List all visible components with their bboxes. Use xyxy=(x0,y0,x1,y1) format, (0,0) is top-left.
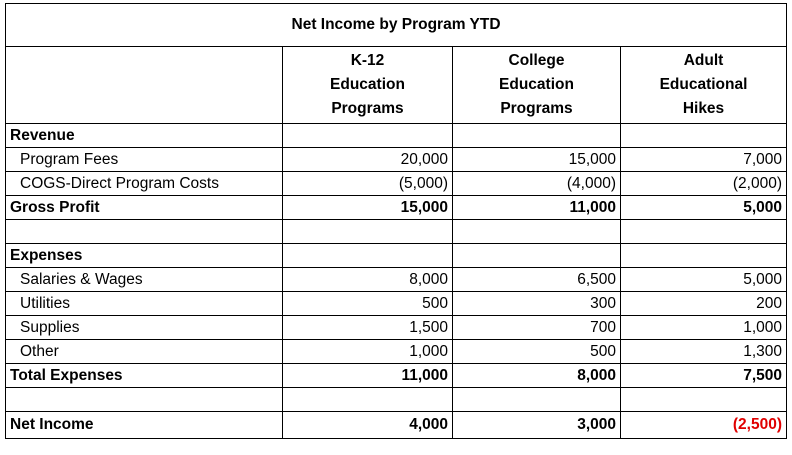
table-cell[interactable] xyxy=(6,220,283,244)
column-header-line: Programs xyxy=(500,100,573,117)
table-cell[interactable]: 20,000 xyxy=(283,148,453,172)
expenses-heading-row xyxy=(6,244,787,268)
table-cell[interactable] xyxy=(283,220,453,244)
table-cell[interactable]: 300 xyxy=(453,292,621,316)
row-label-gross-profit[interactable]: Gross Profit xyxy=(6,196,283,220)
table-cell[interactable] xyxy=(621,388,787,412)
net-income-negative-cell[interactable]: (2,500) xyxy=(621,412,787,439)
net-income-row xyxy=(6,412,787,439)
table-cell[interactable]: 4,000 xyxy=(283,412,453,439)
section-heading-revenue[interactable]: Revenue xyxy=(6,124,283,148)
table-cell[interactable]: 8,000 xyxy=(283,268,453,292)
gross-profit-row xyxy=(6,196,787,220)
table-cell[interactable] xyxy=(283,388,453,412)
table-cell[interactable]: 3,000 xyxy=(453,412,621,439)
table-cell[interactable]: 1,300 xyxy=(621,340,787,364)
table-cell[interactable] xyxy=(621,124,787,148)
column-header-line: Hikes xyxy=(682,100,725,117)
table-cell[interactable] xyxy=(283,124,453,148)
table-title-row xyxy=(6,4,787,47)
table-cell[interactable] xyxy=(621,244,787,268)
row-label[interactable]: Salaries & Wages xyxy=(6,268,283,292)
table-cell[interactable]: (2,000) xyxy=(621,172,787,196)
table-row xyxy=(6,172,787,196)
column-header-line: Education xyxy=(330,76,405,93)
row-label[interactable]: Other xyxy=(6,340,283,364)
column-header-line: Adult xyxy=(683,52,724,69)
column-header-line: Education xyxy=(499,76,574,93)
table-cell[interactable]: 200 xyxy=(621,292,787,316)
table-title[interactable]: Net Income by Program YTD xyxy=(6,4,787,47)
table-row xyxy=(6,292,787,316)
table-cell[interactable]: 1,000 xyxy=(621,316,787,340)
column-header-college[interactable] xyxy=(453,47,621,124)
net-income-table xyxy=(5,3,787,439)
section-heading-expenses[interactable]: Expenses xyxy=(6,244,283,268)
table-cell[interactable]: 5,000 xyxy=(621,268,787,292)
row-label[interactable]: COGS-Direct Program Costs xyxy=(6,172,283,196)
row-label-net-income[interactable]: Net Income xyxy=(6,412,283,439)
table-cell[interactable]: 8,000 xyxy=(453,364,621,388)
table-cell[interactable]: (4,000) xyxy=(453,172,621,196)
column-header-row xyxy=(6,47,787,124)
table-cell[interactable]: 1,500 xyxy=(283,316,453,340)
row-label-total-expenses[interactable]: Total Expenses xyxy=(6,364,283,388)
table-row xyxy=(6,268,787,292)
row-label[interactable]: Utilities xyxy=(6,292,283,316)
column-header-line: Programs xyxy=(331,100,404,117)
column-header-k12[interactable] xyxy=(283,47,453,124)
table-cell[interactable] xyxy=(453,124,621,148)
table-cell[interactable]: 11,000 xyxy=(283,364,453,388)
table-row xyxy=(6,316,787,340)
table-cell[interactable]: 11,000 xyxy=(453,196,621,220)
blank-row xyxy=(6,388,787,412)
blank-row xyxy=(6,220,787,244)
column-header-line: College xyxy=(508,52,565,69)
table-row xyxy=(6,148,787,172)
column-header-blank[interactable] xyxy=(6,47,283,124)
table-cell[interactable]: 15,000 xyxy=(453,148,621,172)
table-cell[interactable]: 7,000 xyxy=(621,148,787,172)
column-header-line: Educational xyxy=(659,76,748,93)
table-cell[interactable]: 500 xyxy=(453,340,621,364)
row-label[interactable]: Supplies xyxy=(6,316,283,340)
table-cell[interactable] xyxy=(453,220,621,244)
table-cell[interactable] xyxy=(453,388,621,412)
column-header-line: K-12 xyxy=(350,52,385,69)
table-cell[interactable]: 6,500 xyxy=(453,268,621,292)
table-cell[interactable] xyxy=(621,220,787,244)
total-expenses-row xyxy=(6,364,787,388)
table-cell[interactable]: (5,000) xyxy=(283,172,453,196)
table-cell[interactable]: 500 xyxy=(283,292,453,316)
table-cell[interactable]: 5,000 xyxy=(621,196,787,220)
column-header-adult[interactable] xyxy=(621,47,787,124)
table-cell[interactable]: 700 xyxy=(453,316,621,340)
table-cell[interactable]: 7,500 xyxy=(621,364,787,388)
table-row xyxy=(6,340,787,364)
table-cell[interactable] xyxy=(6,388,283,412)
revenue-heading-row xyxy=(6,124,787,148)
table-cell[interactable] xyxy=(453,244,621,268)
table-cell[interactable] xyxy=(283,244,453,268)
row-label[interactable]: Program Fees xyxy=(6,148,283,172)
table-cell[interactable]: 15,000 xyxy=(283,196,453,220)
table-cell[interactable]: 1,000 xyxy=(283,340,453,364)
